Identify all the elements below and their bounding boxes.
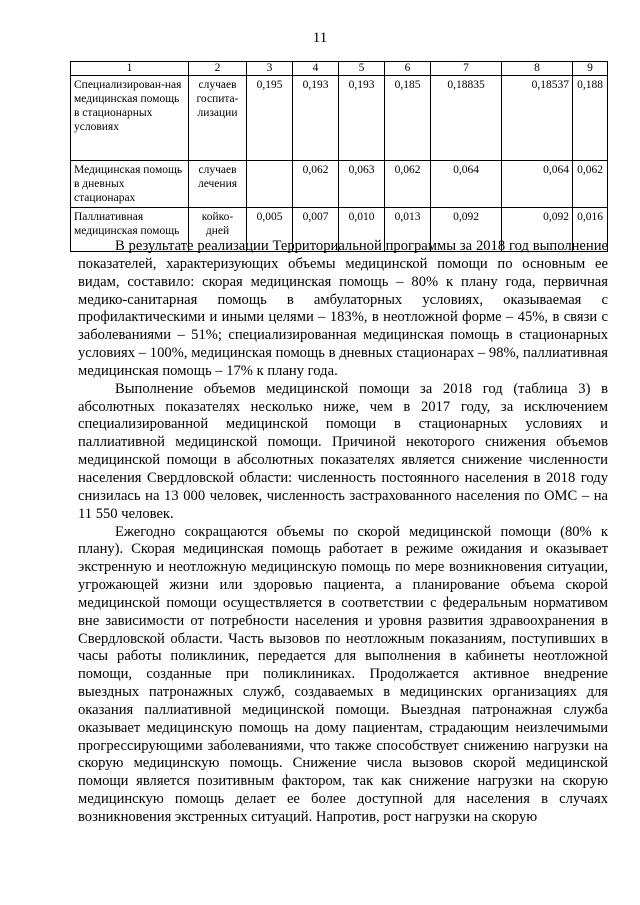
row-unit-cell: случаев лечения: [189, 161, 247, 208]
row-name-cell: Медицинская помощь в дневных стационарах: [71, 161, 189, 208]
table-header-cell: 5: [339, 62, 385, 76]
row-name-cell: Специализирован-ная медицинская помощь в стационарных условиях: [71, 76, 189, 161]
value-cell: 0,185: [385, 76, 431, 161]
table-header-cell: 3: [247, 62, 293, 76]
table-header-cell: 1: [71, 62, 189, 76]
table-header-cell: 6: [385, 62, 431, 76]
row-name-cell: Паллиативная медицинская помощь: [71, 208, 189, 252]
value-cell: 0,013: [385, 208, 431, 252]
value-cell: 0,18835: [431, 76, 502, 161]
indicators-table: [70, 61, 608, 252]
page-number: 11: [312, 30, 328, 46]
value-cell: 0,193: [293, 76, 339, 161]
value-cell: 0,18537: [502, 76, 573, 161]
paragraph: Выполнение объемов медицинской помощи за 2018 год (таблица 3) в абсолютных показателях несколько ниже, чем в 2017 году, за исключением специализированной медицинской помощи в стационарных условиях и паллиативной медицинской помощи. Причиной некоторого снижения объемов медицинской помощи в абсолютных показателях является снижение численности населения Свердловской области: численность постоянного населения в 2018 году снизилась на 13 000 человек, численность застрахованного населения по ОМС – на 11 550 человек.: [78, 380, 608, 522]
table-header-cell: 8: [502, 62, 573, 76]
value-cell: 0,188: [573, 76, 608, 161]
table-header-row: [71, 62, 608, 76]
value-cell: 0,016: [573, 208, 608, 252]
value-cell: 0,092: [431, 208, 502, 252]
table-row: [71, 76, 608, 161]
body-text: [78, 238, 608, 827]
value-cell: 0,010: [339, 208, 385, 252]
table-header-cell: 4: [293, 62, 339, 76]
value-cell: 0,063: [339, 161, 385, 208]
table-header-cell: 9: [573, 62, 608, 76]
value-cell: 0,195: [247, 76, 293, 161]
paragraph: Ежегодно сокращаются объемы по скорой медицинской помощи (80% к плану). Скорая медицинская помощь работает в режиме ожидания и оказывает экстренную и неотложную медицинскую помощь по мере возникновения ситуации, угрожающей жизни или здоровью пациента, а планирование объема скорой медицинской помощи осуществляется в соответствии с федеральным нормативом вне зависимости от потребности населения и уровня развития здравоохранения в Свердловской области. Часть вызовов по неотложным показаниям, поступивших в часы работы поликлиник, передается для выполнения в кабинеты неотложной помощи, созданные при поликлиниках. Продолжается активное внедрение выездных патронажных служб, создаваемых в медицинских организациях для оказания паллиативной медицинской помощи. Выездная патронажная служба оказывает медицинскую помощь на дому пациентам, страдающим неизлечимыми прогрессирующими заболеваниями, что также способствует снижению нагрузки на скорую медицинскую помощь. Снижение числа вызовов скорой медицинской помощи является позитивным фактором, так как снижение нагрузки на скорую медицинскую помощь делает ее более доступной для населения в случаях возникновения экстренных ситуаций. Напротив, рост нагрузки на скорую: [78, 523, 608, 825]
value-cell: 0,062: [573, 161, 608, 208]
row-unit-cell: койко-дней: [189, 208, 247, 252]
value-cell: 0,007: [293, 208, 339, 252]
row-unit-cell: случаев госпита-лизации: [189, 76, 247, 161]
value-cell: 0,062: [293, 161, 339, 208]
table-header-cell: 2: [189, 62, 247, 76]
value-cell: 0,193: [339, 76, 385, 161]
value-cell: 0,005: [247, 208, 293, 252]
value-cell: [247, 161, 293, 208]
value-cell: 0,064: [431, 161, 502, 208]
paragraph: В результате реализации Территориальной программы за 2018 год выполнение показателей, характеризующих объемы медицинской помощи по основным ее видам, составило: скорая медицинская помощь – 80% к плану года, первичная медико-санитарная помощь в амбулаторных условиях, оказываемая с профилактическими и иными целями – 183%, в неотложной форме – 45%, в связи с заболеваниями – 51%; специализированная медицинская помощь в стационарных условиях – 100%, медицинская помощь в дневных стационарах – 98%, паллиативная медицинская помощь – 17% к плану года.: [78, 238, 608, 379]
value-cell: 0,062: [385, 161, 431, 208]
table-row: [71, 161, 608, 208]
value-cell: 0,064: [502, 161, 573, 208]
table-header-cell: 7: [431, 62, 502, 76]
value-cell: 0,092: [502, 208, 573, 252]
